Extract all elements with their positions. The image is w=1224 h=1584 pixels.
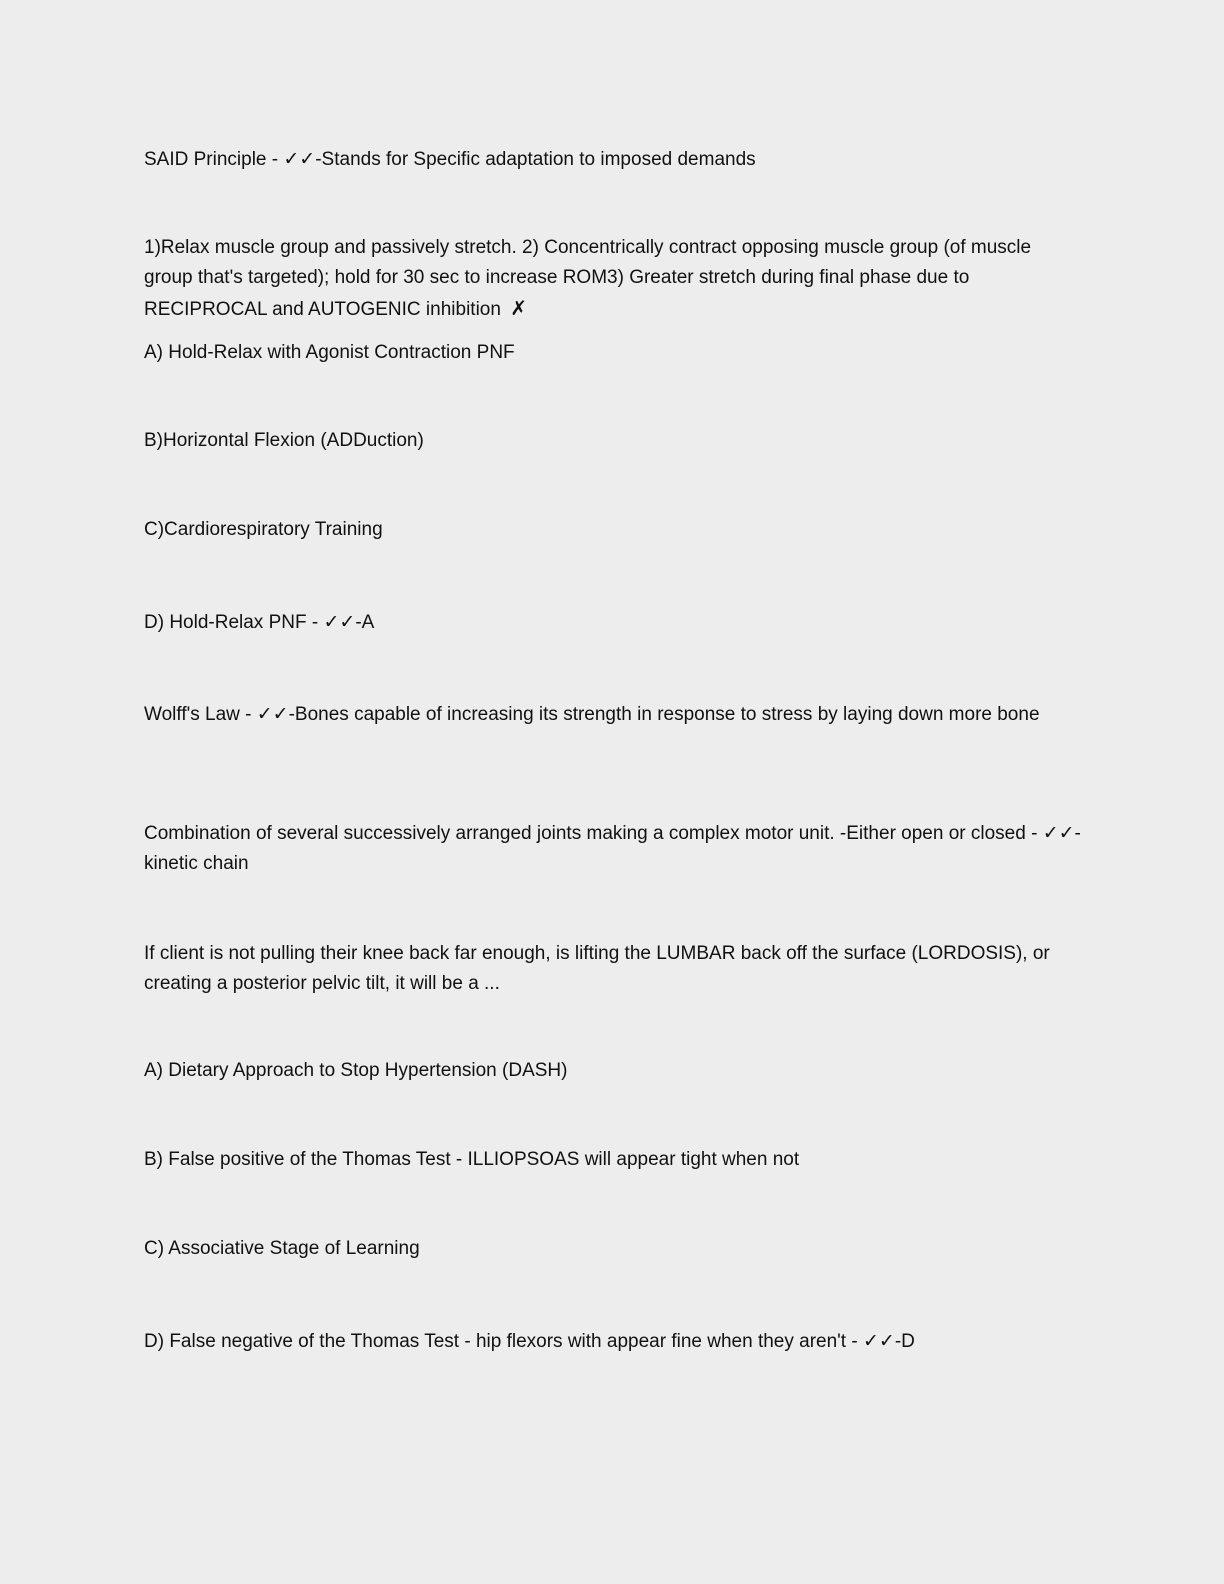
thomas-option-c: C) Associative Stage of Learning [144,1238,420,1259]
kinetic-chain-entry [144,818,1084,879]
thomas-option-a: A) Dietary Approach to Stop Hypertension (DASH) [144,1060,568,1081]
pnf-option-d [144,607,1084,638]
pnf-option-b: B)Horizontal Flexion (ADDuction) [144,430,424,451]
thomas-option-d-text: D) False negative of the Thomas Test - hip flexors with appear fine when they aren't - [144,1331,863,1352]
thomas-answer: -D [894,1331,915,1352]
wolffs-law-entry [144,699,1084,730]
kinetic-question: Combination of several successively arranged joints making a complex motor unit. -Either open or closed - [144,823,1043,844]
pnf-question [144,233,1084,325]
pnf-answer: -A [355,612,375,633]
thomas-option-d [144,1326,1084,1357]
double-check-icon: ✓✓ [862,1330,895,1352]
kinetic-answer: -kinetic chain [144,823,1081,874]
pnf-option-a: A) Hold-Relax with Agonist Contraction PNF [144,342,515,363]
said-definition: -Stands for Specific adaptation to imposed demands [315,149,756,170]
wolff-term: Wolff's Law - [144,704,257,725]
wolff-definition: -Bones capable of increasing its strength in response to stress by laying down more bone [288,704,1040,725]
double-check-icon: ✓✓ [1042,822,1075,844]
pnf-option-d-text: D) Hold-Relax PNF - [144,612,324,633]
said-principle-entry [144,144,1084,175]
said-term: SAID Principle - [144,149,284,170]
thomas-option-b: B) False positive of the Thomas Test - ILLIOPSOAS will appear tight when not [144,1149,800,1170]
double-check-icon: ✓✓ [256,703,289,725]
cross-icon: ✗ [510,296,527,320]
double-check-icon: ✓✓ [323,611,356,633]
pnf-question-text: 1)Relax muscle group and passively stretch. 2) Concentrically contract opposing muscle group (of muscle group that's targeted); hold for 30 sec to increase ROM3) Greater stretch during final phase due to RECIPROCAL and AUTOGENIC inhibition [144,237,1032,320]
double-check-icon: ✓✓ [283,148,316,170]
pnf-option-c: C)Cardiorespiratory Training [144,519,383,540]
thomas-question: If client is not pulling their knee back far enough, is lifting the LUMBAR back off the surface (LORDOSIS), or creating a posterior pelvic tilt, it will be a ... [144,943,1050,994]
